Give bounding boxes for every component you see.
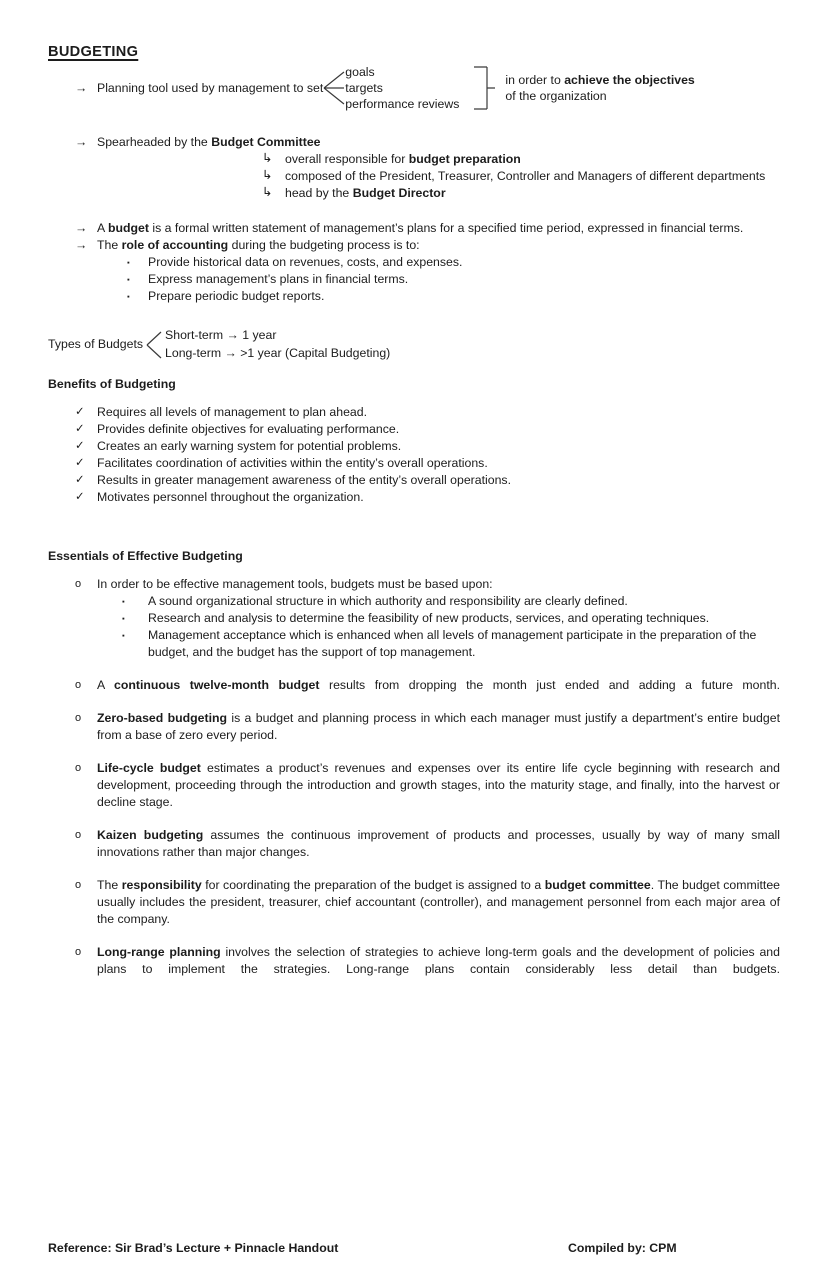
footer-reference: Reference: Sir Brad’s Lecture + Pinnacle Handout — [48, 1241, 339, 1255]
fan-item-performance-reviews: performance reviews — [345, 97, 460, 111]
checkmark-icon: ✓ — [75, 457, 85, 469]
page-footer — [0, 1240, 828, 1260]
arrow-bullet-icon: → — [75, 80, 88, 95]
checkmark-icon: ✓ — [75, 423, 85, 435]
types-of-budgets-diagram — [48, 327, 780, 362]
benefit-text: Provides definite objectives for evaluating performance. — [97, 422, 400, 436]
arrow-bullet-icon: → — [75, 238, 88, 252]
arrow-bullet-icon: → — [75, 135, 88, 149]
essentials-item-text: Long-range planning involves the selection of strategies to achieve long-term goals and the development of policies and plans to implement the strategies. Long-range plans contain considerably less detail than budgets. — [97, 945, 780, 976]
brace-connector-icon — [145, 328, 163, 362]
types-item-short-term: Short-term → 1 year — [165, 328, 277, 342]
return-arrow-icon: ↳ — [262, 151, 273, 165]
circle-bullet-icon: o — [75, 679, 82, 691]
essentials-intro-item — [48, 576, 780, 593]
essentials-item-text: Life-cycle budget estimates a product’s revenues and expenses over its entire life cycle beginning with research and development, proceeding through the introduction and growth stages, into the maturity stage, and finally, into the harvest or decline stage. — [97, 761, 780, 809]
circle-bullet-icon: o — [75, 946, 82, 958]
benefits-heading: Benefits of Budgeting — [48, 377, 176, 391]
benefit-text: Facilitates coordination of activities within the entity’s overall operations. — [97, 456, 488, 470]
square-bullet-icon: ▪ — [127, 258, 130, 267]
circle-bullet-icon: o — [75, 578, 82, 590]
budget-definition-text: A budget is a formal written statement of management’s plans for a specified time period, expressed in financial terms. — [97, 221, 744, 235]
types-label: Types of Budgets — [48, 337, 144, 351]
checkmark-icon: ✓ — [75, 440, 85, 452]
essentials-sub-text: Research and analysis to determine the feasibility of new products, services, and operating techniques. — [148, 611, 710, 625]
checkmark-icon: ✓ — [75, 406, 85, 418]
circle-bullet-icon: o — [75, 879, 82, 891]
benefit-item — [48, 455, 780, 472]
essentials-item-continuous-budget — [48, 677, 780, 694]
types-item-list — [165, 327, 390, 362]
benefit-item — [48, 489, 780, 506]
spearheaded-item — [48, 134, 780, 151]
square-bullet-icon: ▪ — [122, 614, 125, 623]
essentials-sub-item — [48, 593, 780, 610]
essentials-item-kaizen — [48, 827, 780, 861]
page-title: BUDGETING — [48, 44, 139, 60]
circle-bullet-icon: o — [75, 829, 82, 841]
role-of-accounting-text: The role of accounting during the budgeting process is to: — [97, 238, 420, 252]
benefit-item — [48, 438, 780, 455]
circle-bullet-icon: o — [75, 712, 82, 724]
essentials-intro-text: In order to be effective management tools, budgets must be based upon: — [97, 577, 493, 591]
benefit-item — [48, 472, 780, 489]
square-bullet-icon: ▪ — [127, 292, 130, 301]
essentials-sub-text: A sound organizational structure in which authority and responsibility are clearly defined. — [148, 594, 628, 608]
fan-item-list — [345, 64, 459, 112]
benefit-text: Requires all levels of management to plan ahead. — [97, 405, 368, 419]
essentials-sub-text: Management acceptance which is enhanced when all levels of management participate in the preparation of the budget, and the budget has the support of top management. — [148, 628, 757, 659]
essentials-item-text: The responsibility for coordinating the preparation of the budget is assigned to a budget committee. The budget committee usually includes the president, treasurer, chief accountant (controller), and management personnel from each major area of the company. — [97, 878, 781, 926]
committee-sub-text: head by the Budget Director — [285, 186, 446, 200]
checkmark-icon: ✓ — [75, 474, 85, 486]
planning-result-line-2: of the organization — [505, 89, 607, 103]
benefit-text: Creates an early warning system for potential problems. — [97, 439, 402, 453]
fan-item-goals: goals — [345, 65, 375, 79]
spearheaded-text: Spearheaded by the Budget Committee — [97, 135, 321, 149]
essentials-item-zero-based — [48, 710, 780, 744]
committee-sub-text: composed of the President, Treasurer, Controller and Managers of different departments — [285, 169, 766, 183]
benefit-item — [48, 404, 780, 421]
planning-result-line-1: in order to achieve the objectives — [505, 73, 695, 87]
essentials-sub-item — [48, 627, 780, 661]
benefit-item — [48, 421, 780, 438]
circle-bullet-icon: o — [75, 762, 82, 774]
role-sub-item — [48, 271, 780, 288]
role-sub-item — [48, 288, 780, 305]
role-of-accounting-item — [48, 237, 780, 254]
essentials-sub-item — [48, 610, 780, 627]
square-bullet-icon: ▪ — [122, 597, 125, 606]
planning-lead-text: Planning tool used by management to set — [97, 80, 324, 95]
fan-connector-icon — [323, 64, 345, 112]
checkmark-icon: ✓ — [75, 491, 85, 503]
budget-definition-item — [48, 220, 780, 237]
role-sub-item — [48, 254, 780, 271]
planning-diagram — [48, 64, 780, 112]
essentials-item-text: Kaizen budgeting assumes the continuous improvement of products and processes, usually by way of many small innovations rather than major changes. — [97, 828, 780, 859]
committee-sub-item — [48, 168, 780, 185]
square-bullet-icon: ▪ — [122, 631, 125, 640]
footer-compiled-by: Compiled by: CPM — [568, 1241, 677, 1255]
role-sub-text: Provide historical data on revenues, costs, and expenses. — [148, 255, 463, 269]
essentials-item-life-cycle — [48, 760, 780, 811]
essentials-item-text: A continuous twelve-month budget results from dropping the month just ended and adding a future month. — [97, 678, 780, 692]
essentials-heading: Essentials of Effective Budgeting — [48, 549, 243, 563]
return-arrow-icon: ↳ — [262, 168, 273, 182]
types-item-long-term: Long-term → >1 year (Capital Budgeting) — [165, 345, 391, 360]
committee-sub-item — [48, 185, 780, 202]
committee-sub-text: overall responsible for budget preparation — [285, 152, 521, 166]
return-arrow-icon: ↳ — [262, 185, 273, 199]
benefit-text: Results in greater management awareness of the entity’s overall operations. — [97, 473, 511, 487]
essentials-item-text: Zero-based budgeting is a budget and planning process in which each manager must justify a department’s entire budget from a base of zero every period. — [97, 711, 780, 742]
role-sub-text: Prepare periodic budget reports. — [148, 289, 325, 303]
role-sub-text: Express management’s plans in financial terms. — [148, 272, 409, 286]
grouping-bracket-icon — [471, 64, 497, 112]
committee-sub-item — [48, 151, 780, 168]
arrow-bullet-icon: → — [75, 221, 88, 235]
fan-item-targets: targets — [345, 81, 383, 95]
essentials-item-responsibility — [48, 877, 780, 928]
essentials-item-long-range — [48, 944, 780, 978]
benefit-text: Motivates personnel throughout the organization. — [97, 490, 364, 504]
planning-result — [505, 72, 694, 104]
square-bullet-icon: ▪ — [127, 275, 130, 284]
